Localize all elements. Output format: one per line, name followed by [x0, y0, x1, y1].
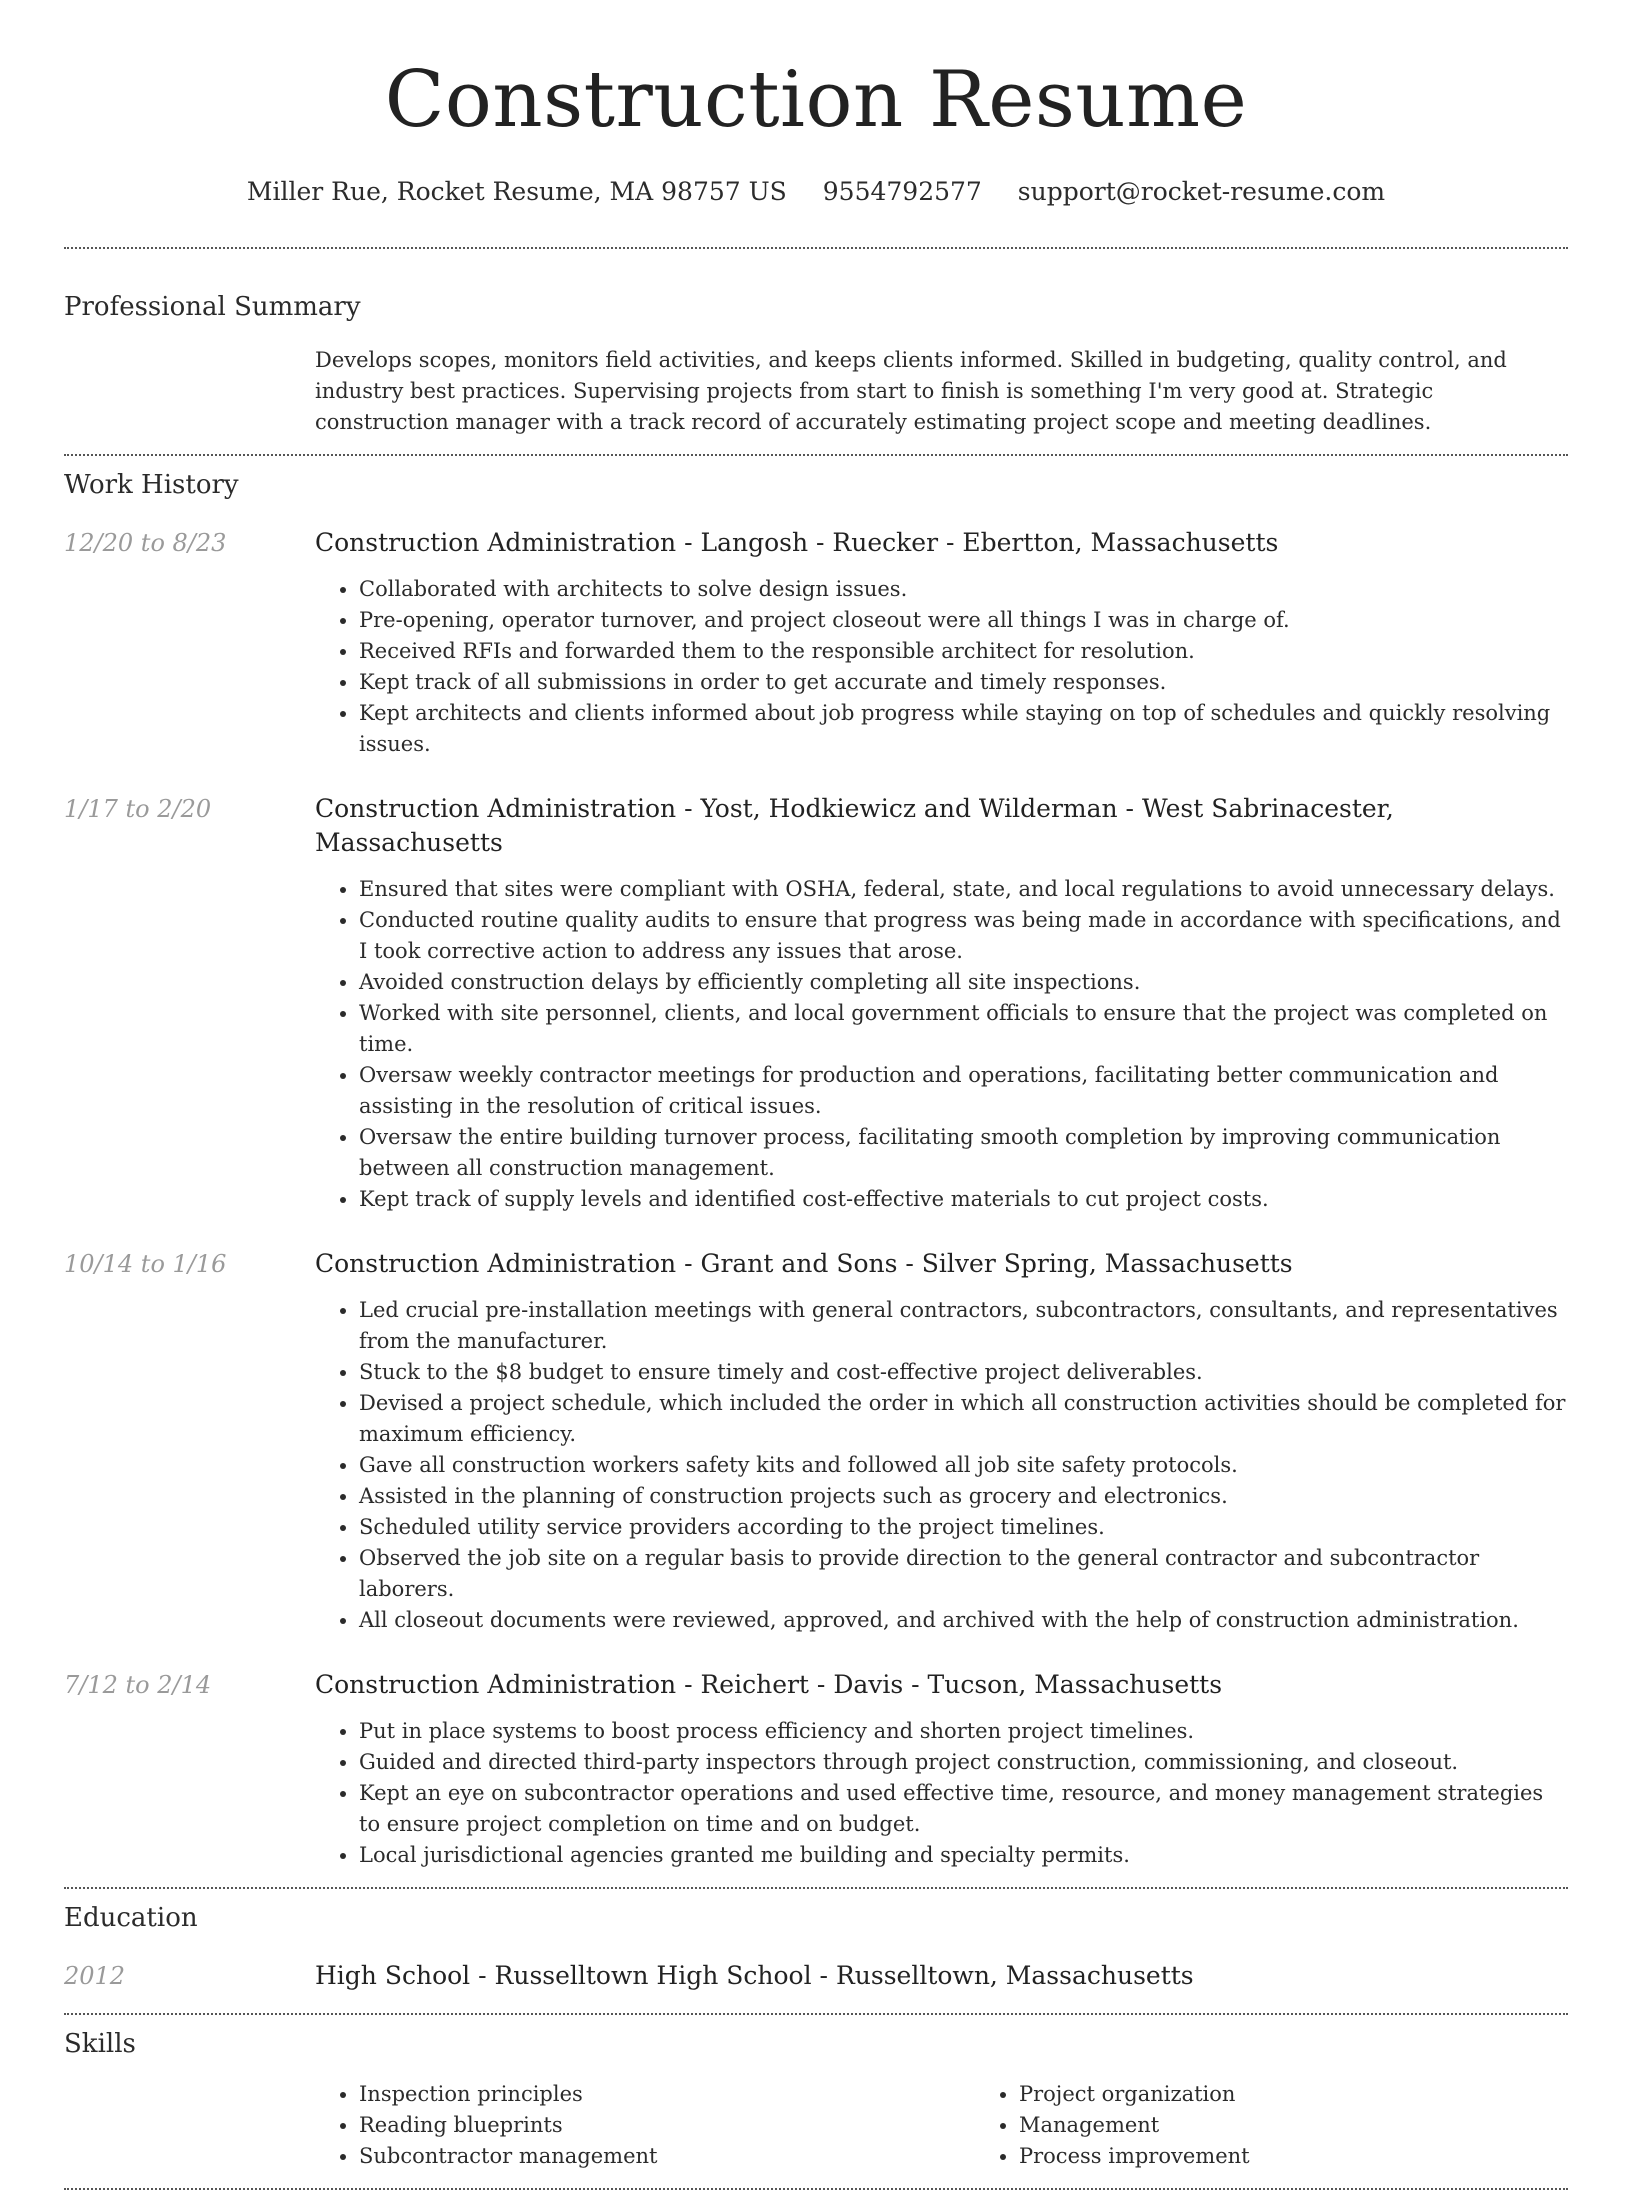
job-dates: 7/12 to 2/14: [64, 1671, 212, 1699]
list-item: • Oversaw the entire building turnover process, facilitating smooth completion by improving communication between all construction management.: [359, 1122, 1568, 1184]
job-dates: 1/17 to 2/20: [64, 795, 212, 823]
job-bullets: [315, 1716, 1568, 1871]
list-item: • Assisted in the planning of construction projects such as grocery and electronics.: [359, 1481, 1568, 1512]
list-item: • Oversaw weekly contractor meetings for production and operations, facilitating better communication and assisting in the resolution of critical issues.: [359, 1060, 1568, 1122]
list-item: • Led crucial pre-installation meetings with general contractors, subcontractors, consultants, and representatives from the manufacturer.: [359, 1295, 1568, 1357]
skills-heading: Skills: [64, 2029, 136, 2059]
list-item: • Kept architects and clients informed about job progress while staying on top of schedules and quickly resolving issues.: [359, 698, 1568, 760]
list-item: • Inspection principles: [359, 2079, 975, 2110]
section-divider: [64, 247, 1568, 249]
section-divider: [64, 2013, 1568, 2015]
list-item: • Kept track of all submissions in order to get accurate and timely responses.: [359, 667, 1568, 698]
education-title: High School - Russelltown High School - Russelltown, Massachusetts: [315, 1961, 1194, 1990]
job-title: Construction Administration - Yost, Hodkiewicz and Wilderman - West Sabrinacester, Massachusetts: [315, 794, 1394, 857]
job-entry: [64, 792, 1568, 1215]
skills-section: [64, 2027, 1568, 2172]
list-item: • Devised a project schedule, which included the order in which all construction activities should be completed for maximum efficiency.: [359, 1388, 1568, 1450]
list-item: • Reading blueprints: [359, 2110, 975, 2141]
resume-title: Construction Resume: [384, 55, 1248, 145]
list-item: • Ensured that sites were compliant with OSHA, federal, state, and local regulations to avoid unnecessary delays.: [359, 874, 1568, 905]
list-item: • Kept track of supply levels and identified cost-effective materials to cut project costs.: [359, 1184, 1568, 1215]
skills-list-right: [975, 2079, 1568, 2172]
list-item: • Stuck to the $8 budget to ensure timely and cost-effective project deliverables.: [359, 1357, 1568, 1388]
skills-grid: [315, 2079, 1568, 2172]
list-item: • Received RFIs and forwarded them to the responsible architect for resolution.: [359, 636, 1568, 667]
education-entry: [64, 1959, 1568, 1993]
job-dates: 10/14 to 1/16: [64, 1250, 227, 1278]
skills-list-left: [315, 2079, 975, 2172]
list-item: • Kept an eye on subcontractor operations and used effective time, resource, and money management strategies to ensure project completion on time and on budget.: [359, 1778, 1568, 1840]
work-history-heading: Work History: [64, 470, 239, 500]
job-entry: [64, 1668, 1568, 1871]
summary-section: [64, 290, 1568, 438]
list-item: • Management: [1019, 2110, 1568, 2141]
contact-line: [64, 174, 1568, 210]
education-heading: Education: [64, 1903, 198, 1933]
work-history-section: [64, 468, 1568, 1871]
education-section: [64, 1901, 1568, 1993]
list-item: • Collaborated with architects to solve design issues.: [359, 574, 1568, 605]
contact-phone: 9554792577: [822, 177, 982, 206]
summary-text: Develops scopes, monitors field activities, and keeps clients informed. Skilled in budgeting, quality control, and industry best practices. Supervising projects from start to finish is something I'm very good at. Strategic construction manager with a track record of accurately estimating project scope and meeting deadlines.: [315, 348, 1507, 434]
list-item: • Gave all construction workers safety kits and followed all job site safety protocols.: [359, 1450, 1568, 1481]
section-divider: [64, 454, 1568, 456]
list-item: • Avoided construction delays by efficiently completing all site inspections.: [359, 967, 1568, 998]
job-title: Construction Administration - Grant and Sons - Silver Spring, Massachusetts: [315, 1249, 1293, 1278]
contact-email: support@rocket-resume.com: [1017, 177, 1386, 206]
section-divider: [64, 1887, 1568, 1889]
job-title: Construction Administration - Langosh - Ruecker - Ebertton, Massachusetts: [315, 528, 1279, 557]
list-item: • Process improvement: [1019, 2141, 1568, 2172]
list-item: • Guided and directed third-party inspectors through project construction, commissioning, and closeout.: [359, 1747, 1568, 1778]
job-dates: 12/20 to 8/23: [64, 529, 227, 557]
list-item: • Local jurisdictional agencies granted me building and specialty permits.: [359, 1840, 1568, 1871]
list-item: • Observed the job site on a regular basis to provide direction to the general contractor and subcontractor laborers.: [359, 1543, 1568, 1605]
job-entry: [64, 1247, 1568, 1636]
education-year: 2012: [64, 1962, 126, 1990]
list-item: • Project organization: [1019, 2079, 1568, 2110]
contact-address: Miller Rue, Rocket Resume, MA 98757 US: [246, 177, 787, 206]
list-item: • Put in place systems to boost process efficiency and shorten project timelines.: [359, 1716, 1568, 1747]
list-item: • Pre-opening, operator turnover, and project closeout were all things I was in charge of.: [359, 605, 1568, 636]
job-entry: [64, 526, 1568, 760]
job-title: Construction Administration - Reichert - Davis - Tucson, Massachusetts: [315, 1670, 1223, 1699]
job-bullets: [315, 1295, 1568, 1636]
job-bullets: [315, 574, 1568, 760]
list-item: • Worked with site personnel, clients, and local government officials to ensure that the project was completed on time.: [359, 998, 1568, 1060]
list-item: • All closeout documents were reviewed, approved, and archived with the help of construction administration.: [359, 1605, 1568, 1636]
list-item: • Scheduled utility service providers according to the project timelines.: [359, 1512, 1568, 1543]
list-item: • Conducted routine quality audits to ensure that progress was being made in accordance with specifications, and I took corrective action to address any issues that arose.: [359, 905, 1568, 967]
summary-heading: Professional Summary: [64, 292, 361, 322]
job-bullets: [315, 874, 1568, 1215]
list-item: • Subcontractor management: [359, 2141, 975, 2172]
